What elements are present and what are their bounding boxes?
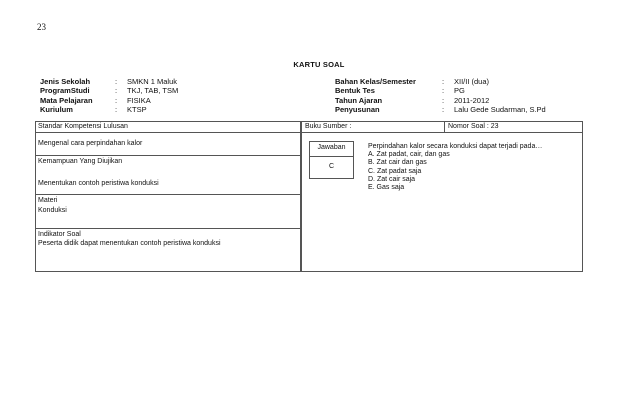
info-value: FISIKA — [127, 95, 151, 105]
info-row — [335, 96, 546, 105]
info-value: 2011-2012 — [454, 95, 490, 105]
divider — [35, 132, 301, 133]
info-value: TKJ, TAB, TSM — [127, 86, 179, 96]
divider — [444, 121, 445, 133]
choice-item: A. Zat padat, cair, dan gas — [368, 151, 450, 159]
info-row — [335, 105, 546, 114]
buku-sumber-label: Buku Sumber : — [305, 123, 352, 130]
info-colon: : — [442, 77, 445, 86]
divider — [35, 155, 301, 156]
divider — [35, 228, 301, 229]
info-row — [40, 105, 178, 114]
info-colon: : — [442, 86, 445, 96]
standar-label: Standar Kompetensi Lulusan — [38, 123, 128, 130]
info-value: SMKN 1 Maluk — [127, 77, 178, 86]
jawaban-label: Jawaban — [317, 144, 346, 151]
info-row — [40, 86, 178, 95]
info-row — [335, 77, 546, 86]
info-colon: : — [115, 95, 118, 105]
choice-item: C. Zat padat saja — [368, 167, 422, 175]
info-label: Mata Pelajaran — [40, 95, 93, 105]
info-label: Penyusunan — [335, 105, 380, 115]
info-row — [40, 96, 178, 105]
kemampuan-label: Kemampuan Yang Diujikan — [38, 158, 123, 165]
info-right — [335, 77, 546, 115]
info-value: Lalu Gede Sudarman, S.Pd — [454, 105, 546, 115]
info-colon: : — [442, 95, 445, 105]
info-value: XII/II (dua) — [454, 77, 490, 86]
info-label: Bentuk Tes — [335, 86, 375, 96]
info-colon: : — [115, 105, 118, 115]
info-colon: : — [442, 105, 445, 115]
info-value: PG — [454, 86, 465, 96]
question-text: Perpindahan kalor secara konduksi dapat terjadi pada… — [368, 143, 543, 150]
info-label: Tahun Ajaran — [335, 95, 383, 105]
page-number: 23 — [37, 22, 46, 32]
info-colon: : — [115, 86, 118, 96]
divider — [35, 194, 301, 195]
info-label: Jenis Sekolah — [40, 77, 91, 86]
standar-value: Mengenal cara perpindahan kalor — [38, 140, 143, 147]
materi-value: Konduksi — [38, 207, 67, 214]
jawaban-value: C — [328, 163, 335, 170]
question-block — [368, 143, 542, 192]
choice-item: E. Gas saja — [368, 184, 405, 192]
nomor-soal-label: Nomor Soal : 23 — [448, 123, 499, 130]
info-left — [40, 77, 178, 115]
info-row — [335, 86, 546, 95]
divider — [309, 156, 354, 157]
info-row — [40, 77, 178, 86]
indikator-label: Indikator Soal — [38, 231, 81, 238]
info-label: Kuriulum — [40, 105, 73, 115]
info-value: KTSP — [127, 105, 147, 115]
page-title: KARTU SOAL — [293, 60, 345, 69]
divider — [301, 132, 583, 133]
choice-item: D. Zat cair saja — [368, 175, 416, 183]
info-colon: : — [115, 77, 118, 86]
materi-label: Materi — [38, 197, 58, 204]
info-label: Bahan Kelas/Semester — [335, 77, 416, 86]
kemampuan-value: Menentukan contoh peristiwa konduksi — [38, 180, 159, 187]
info-label: ProgramStudi — [40, 86, 90, 96]
indikator-value: Peserta didik dapat menentukan contoh peristiwa konduksi — [38, 240, 221, 247]
choice-item: B. Zat cair dan gas — [368, 159, 427, 167]
